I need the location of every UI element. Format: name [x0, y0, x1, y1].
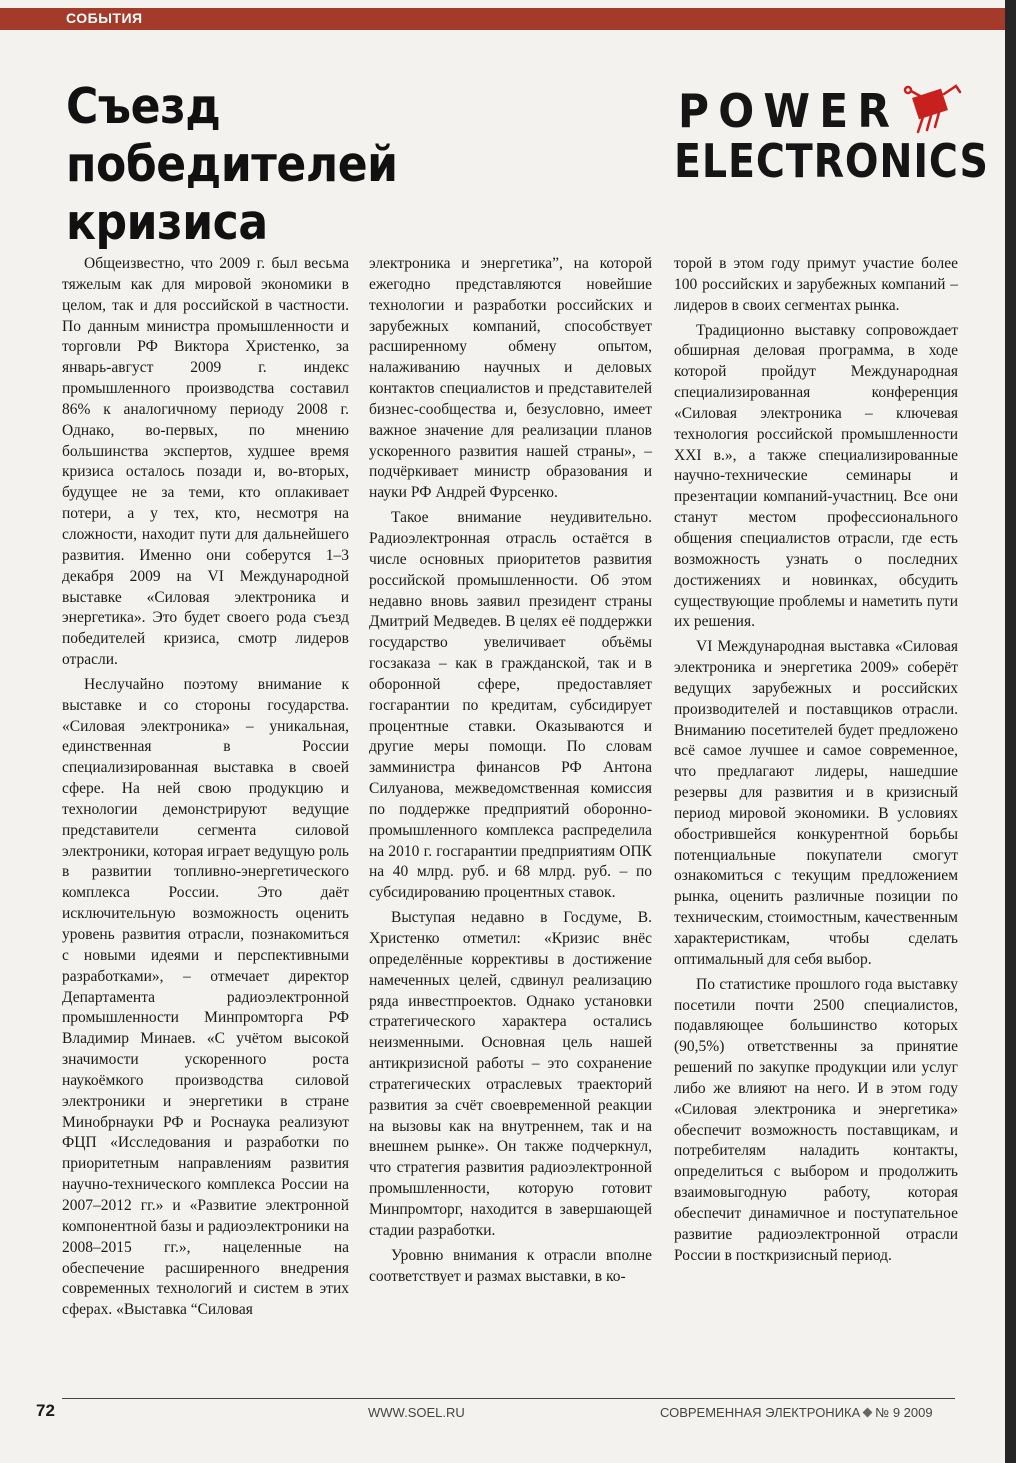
article-column-1	[62, 254, 349, 1325]
footer-url: WWW.SOEL.RU	[368, 1405, 465, 1420]
footer-rule	[62, 1398, 955, 1399]
paragraph: Уровню внимания к отрасли вполне соответствует и размах выставки, в ко-	[369, 1246, 652, 1285]
paragraph: торой в этом году примут участие более 100 российских и зарубежных компаний – лидеров в своих сегментах рынка.	[674, 255, 958, 314]
article-headline: Съезд победителей кризиса	[66, 78, 398, 251]
logo-line-electronics: ELECTRONICS	[674, 134, 989, 188]
section-bar	[0, 8, 1005, 30]
paragraph: Традиционно выставку сопровождает обширная деловая программа, в ходе которой пройдут Международная специализированная конференция «Силовая электроника – ключевая технология российской промышленности XXI в.», а также специализированные научно-технические семинары и презентации компаний-участниц. Все они станут местом профессионального общения специалистов отрасли, где есть возможность узнать о последних достижениях и новинках, обсудить существующие проблемы и наметить пути их решения.	[674, 321, 958, 631]
paragraph: По статистике прошлого года выставку посетили почти 2500 специалистов, подавляющее большинство которых (90,5%) ответственны за принятие решений по закупке продукции или услуг либо же влияют на него. И в этом году «Силовая электроника и энергетика» обеспечит возможность поставщикам, и потребителям наладить контакты, определиться с выбором и продолжить взаимовыгодную работу, которая обеспечит динамичное и поступательное развитие радиоэлектронной отрасли России в посткризисный период.	[674, 975, 958, 1264]
paragraph: Общеизвестно, что 2009 г. был весьма тяжелым как для мировой экономики в целом, так и для российской в частности. По данным министра промышленности и торговли РФ Виктора Христенко, за январь-август 2009 г. индекс промышленного производства составил 86% к аналогичному периоду 2008 г. Однако, во-первых, по мнению большинства экспертов, худшее время кризиса осталось позади и, во-вторых, будущее не за теми, кто оплакивает потери, а у тех, кто, несмотря на сложности, находит пути для дальнейшего развития. Именно они соберутся 1–3 декабря 2009 на VI Международной выставке «Силовая электроника и энергетика». Это будет своего рода съезд победителей кризиса, смотр лидеров отрасли.	[62, 255, 349, 669]
footer-magazine	[660, 1405, 933, 1420]
paragraph: электроника и энергетика”, на которой ежегодно представляются новейшие технологии и разработки российских и зарубежных компаний, способствует расширенному обмену опытом, налаживанию научных и деловых контактов специалистов и представителей бизнес-сообщества и, безусловно, имеет важное значение для реализации планов ускоренного развития нашей страны», – подчёркивает министр образования и науки РФ Андрей Фурсенко.	[369, 255, 652, 502]
logo-line-power: POWER	[678, 84, 900, 138]
paragraph: Неслучайно поэтому внимание к выставке и со стороны государства. «Силовая электроника» – уникальная, единственная в России специализированная выставка в своей сфере. На ней свою продукцию и технологии демонстрируют ведущие представители сегмента силовой электроники, которая играет ведущую роль в развитии топливно-энергетического комплекса России. Это даёт исключительную возможность оценить уровень развития отрасли, познакомиться с новыми идеями и перспективными разработками», – отмечает директор Департамента радиоэлектронной промышленности Минпромторга РФ Владимир Минаев. «С учётом высокой значимости ускоренного роста наукоёмкого производства силовой электроники и энергетики в стране Минобрнауки РФ и Роснаука реализуют ФЦП «Исследования и разработки по приоритетным направлениям развития научно-технического комплекса России на 2007–2012 гг.» и «Развитие электронной компонентной базы и радиоэлектроники на 2008–2015 гг.», нацеленные на обеспечение расширенного внедрения современных технологий и систем в этих сферах. «Выставка “Силовая	[62, 675, 349, 1319]
paragraph: Выступая недавно в Госдуме, В. Христенко отметил: «Кризис внёс определённые коррективы в достижение намеченных целей, сдвинул реализацию ряда инвестпроектов. Однако установки стратегического характера остались неизменными. Основная цель нашей антикризисной работы – это сохранение стратегических отраслевых траекторий развития за счёт своевременной реакции на вызовы как на внутреннем, так и на внешнем рынке». Он также подчеркнул, что стратегия развития радиоэлектронной промышленности, которую готовит Минпромторг, находится в завершающей стадии разработки.	[369, 909, 652, 1239]
transistor-icon	[894, 80, 964, 136]
power-electronics-logo	[672, 80, 989, 190]
paragraph: Такое внимание неудивительно. Радиоэлектронная отрасль остаётся в числе основных приоритетов развития российской промышленности. Об этом недавно вновь заявил президент страны Дмитрий Медведев. В целях её поддержки государство увеличивает объёмы госзаказа – как в гражданской, так и в оборонной сфере, предоставляет госгарантии по кредитам, субсидирует процентные ставки. Оказываются и другие меры помощи. По словам замминистра финансов РФ Антона Силуанова, межведомственная комиссия по поддержке предприятий оборонно-промышленного комплекса распределила на 2010 г. госгарантии предприятиям ОПК на 40 млрд. руб. и 68 млрд. руб. – по субсидированию процентных ставок.	[369, 509, 652, 902]
issue-number: № 9 2009	[875, 1405, 933, 1420]
magazine-title: СОВРЕМЕННАЯ ЭЛЕКТРОНИКА	[660, 1405, 861, 1420]
article-column-2	[369, 254, 652, 1291]
page-number: 72	[36, 1401, 55, 1420]
paragraph: VI Международная выставка «Силовая электроника и энергетика 2009» соберёт ведущих зарубежных и российских производителей и поставщиков отрасли. Вниманию посетителей будет предложено всё самое лучшее и самое современное, что предлагают лидеры, нашедшие резервы для развития и в кризисный период мировой экономики. В условиях обострившейся конкурентной борьбы потенциальные покупатели смогут ознакомиться с текущим предложением рынка, оценить различные позиции по техническим, стоимостным, качественным характеристикам, чтобы сделать оптимальный для себя выбор.	[674, 638, 958, 968]
section-label: СОБЫТИЯ	[66, 10, 143, 26]
page-edge	[1005, 0, 1016, 1463]
article-column-3	[674, 254, 958, 1271]
diamond-icon	[863, 1408, 873, 1418]
